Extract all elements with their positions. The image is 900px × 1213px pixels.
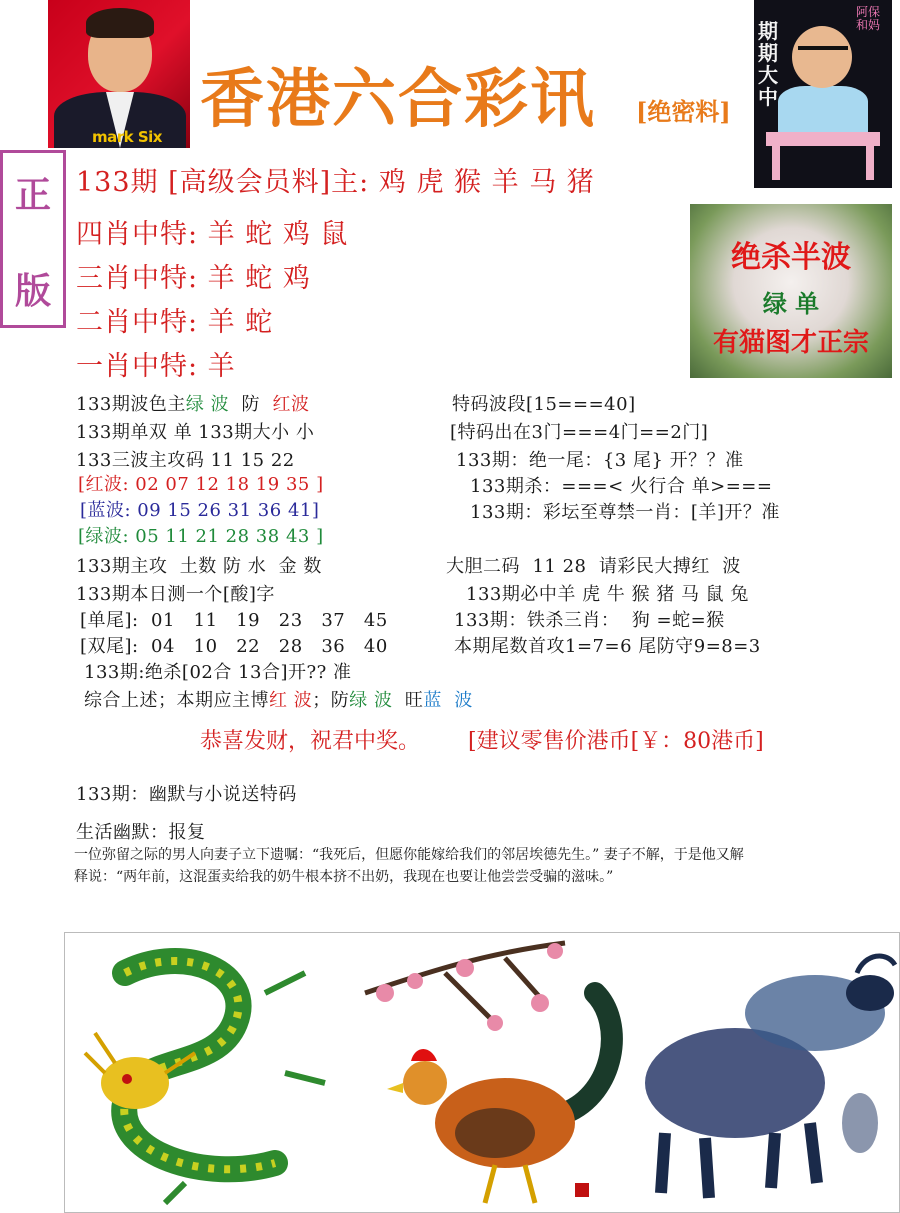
badge-char-bottom: 版 xyxy=(14,270,51,312)
rooster-painting xyxy=(345,933,625,1213)
catbox-line3: 有猫图才正宗 xyxy=(712,328,869,358)
rooster-beak xyxy=(387,1083,403,1093)
man-photo xyxy=(48,0,190,148)
rooster-head xyxy=(403,1061,447,1105)
daily-word-line: 133期本日测一个[酸]字 xyxy=(76,584,275,605)
kill-combo-line: 133期:绝杀[02合 13合]开?? 准 xyxy=(84,662,352,683)
headline-two-zodiac: 二肖中特: 羊 蛇 xyxy=(76,307,274,338)
congrats-text: 恭喜发财，祝君中奖。 xyxy=(200,729,421,754)
page-title: 香港六合彩讯 xyxy=(200,62,596,137)
headline-four-zodiac: 四肖中特: 羊 蛇 鸡 鼠 xyxy=(76,219,349,250)
plum-branch xyxy=(365,943,565,1023)
door-line: [特码出在3门===4门==2门] xyxy=(450,422,709,443)
two-codes-line: 大胆二码 11 28 请彩民大搏红 波 xyxy=(446,556,741,577)
iron-kill-line: 133期：铁杀三肖： 狗 =蛇=猴 xyxy=(454,610,725,631)
cartoon-table xyxy=(766,132,880,146)
must-hit-line: 133期必中羊 虎 牛 猴 猪 马 鼠 兔 xyxy=(466,584,749,605)
double-tail-line: [双尾]: 04 10 22 28 36 40 xyxy=(80,636,388,657)
cartoon-text-left: 期期大中 xyxy=(758,19,778,109)
page-subtitle: [绝密料] xyxy=(636,97,731,126)
cartoon-text-right: 阿保和妈 xyxy=(856,5,881,32)
ox-painting xyxy=(625,933,900,1213)
headline-three-zodiac: 三肖中特: 羊 蛇 鸡 xyxy=(76,263,311,294)
mark-six-logo: mark Six xyxy=(92,128,162,146)
rooster-comb xyxy=(411,1049,437,1061)
cartoon-body xyxy=(778,86,868,138)
green-wave-numbers: [绿波: 05 11 21 28 38 43 ] xyxy=(78,526,324,547)
one-tail-line: 133期：绝一尾：{3 尾} 开？？准 xyxy=(456,450,744,471)
zodiac-artwork-strip xyxy=(64,932,900,1213)
segment-line: 特码波段[15===40] xyxy=(452,394,636,415)
plum-blossoms xyxy=(376,943,563,1031)
retail-price: [建议零售价港币[￥：80港币] xyxy=(468,729,764,754)
cat-image-box xyxy=(690,204,892,378)
cartoon-table-leg xyxy=(772,146,780,180)
cartoon-table-leg xyxy=(866,146,874,180)
headline-one-zodiac: 一肖中特: 羊 xyxy=(76,351,236,382)
three-wave-line: 133三波主攻码 11 15 22 xyxy=(76,450,295,471)
rooster-wing xyxy=(455,1108,535,1158)
humor-subtitle: 生活幽默：报复 xyxy=(76,822,206,843)
headline-main: 133期 [高级会员料]主: 鸡 虎 猴 羊 马 猪 xyxy=(76,167,595,198)
cartoon-glasses xyxy=(798,46,848,62)
story-line-1: 一位弥留之际的男人向妻子立下遗嘱：“我死后，但愿你能嫁给我们的邻居埃德先生。” 妻子不解，于是他又解 xyxy=(74,847,744,863)
forbid-line: 133期：彩坛至尊禁一肖：[羊]开？准 xyxy=(470,502,780,523)
rooster-legs xyxy=(485,1165,535,1203)
ox-horn xyxy=(857,956,895,973)
dragon-painting xyxy=(65,933,345,1213)
single-tail-line: [单尾]: 01 11 19 23 37 45 xyxy=(80,610,388,631)
catbox-line2: 绿 单 xyxy=(762,289,820,318)
dragon-head xyxy=(101,1057,169,1109)
odd-even-line: 133期单双 单 133期大小 小 xyxy=(76,422,315,443)
cartoon-image xyxy=(754,0,892,188)
dragon-eye xyxy=(122,1074,132,1084)
genuine-badge xyxy=(0,150,66,328)
ox-head-back xyxy=(846,975,894,1011)
badge-char-top: 正 xyxy=(14,174,51,216)
tail-numbers-line: 本期尾数首攻1=7=6 尾防守9=8=3 xyxy=(454,636,761,657)
wave-color-line: 133期波色主绿 波 防 红波 xyxy=(76,394,310,415)
story-line-2: 释说：“两年前，这混蛋卖给我的奶牛根本挤不出奶，我现在也要让他尝尝受骗的滋味。” xyxy=(74,869,614,885)
humor-title: 133期：幽默与小说送特码 xyxy=(76,784,297,805)
main-attack-line: 133期主攻 土数 防 水 金 数 xyxy=(76,556,322,577)
artist-seal xyxy=(575,1183,589,1197)
calf xyxy=(842,1093,878,1153)
catbox-line1: 绝杀半波 xyxy=(731,240,851,275)
kill-element-line: 133期杀：===< 火行合 单>=== xyxy=(470,476,773,497)
summary-line: 综合上述；本期应主博红 波；防绿 波 旺蓝 波 xyxy=(84,690,473,711)
rooster-tail xyxy=(565,993,612,1113)
photo-hair xyxy=(86,8,154,38)
red-wave-numbers: [红波: 02 07 12 18 19 35 ] xyxy=(78,474,324,495)
blue-wave-numbers: [蓝波: 09 15 26 31 36 41] xyxy=(80,500,320,521)
